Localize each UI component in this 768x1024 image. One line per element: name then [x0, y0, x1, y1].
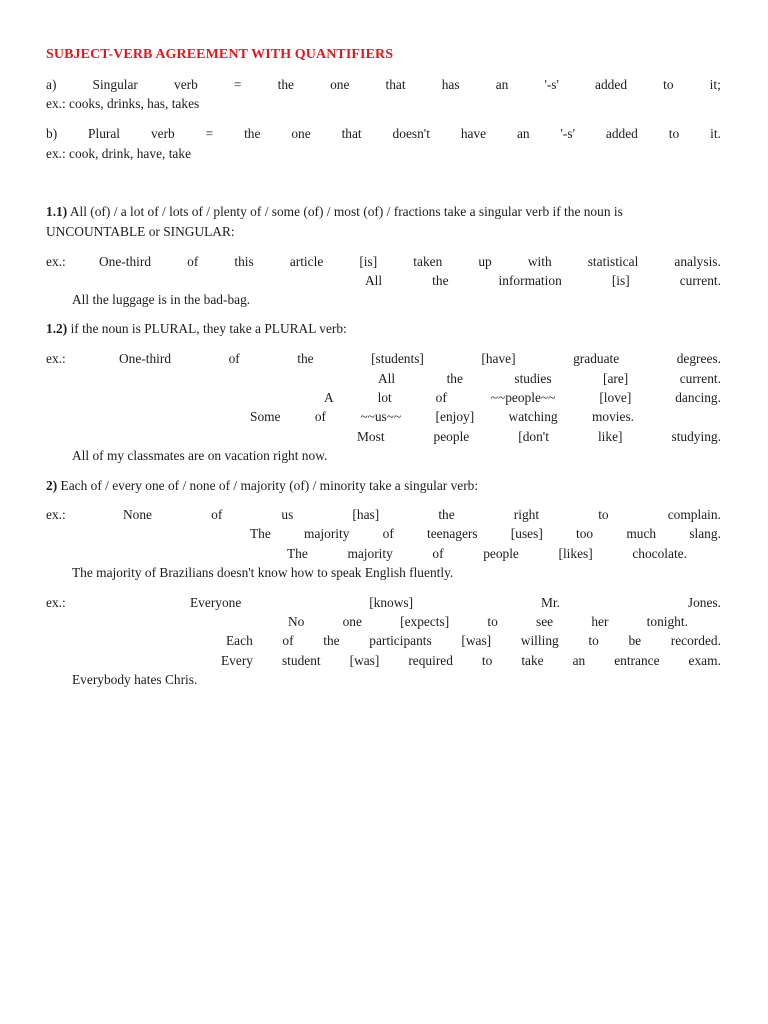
- word: movies.: [591, 409, 634, 424]
- example-label: ex.:: [46, 507, 66, 522]
- word: [has]: [352, 507, 380, 522]
- word: studying.: [671, 429, 721, 444]
- word: much: [626, 526, 657, 541]
- example-sentence: Everybody hates Chris.: [72, 672, 198, 687]
- word: Singular: [92, 77, 138, 92]
- example-sentence: [287, 546, 687, 562]
- word: the: [323, 633, 340, 648]
- word: added: [595, 77, 628, 92]
- word: people: [433, 429, 470, 444]
- word: of: [187, 254, 199, 269]
- word: Mr.: [540, 595, 560, 610]
- word: be: [628, 633, 642, 648]
- word: [was]: [461, 633, 492, 648]
- word: [enjoy]: [435, 409, 475, 424]
- word: information: [498, 273, 562, 288]
- example-label: ex.:: [46, 595, 66, 610]
- word: [expects]: [400, 614, 450, 629]
- word: with: [527, 254, 552, 269]
- word: [was]: [349, 653, 380, 668]
- example-sentence: [119, 351, 721, 367]
- word: to: [663, 77, 674, 92]
- word: slang.: [689, 526, 721, 541]
- word: degrees.: [676, 351, 721, 366]
- example-sentence: [99, 254, 721, 270]
- word: to: [598, 507, 609, 522]
- word: [uses]: [510, 526, 543, 541]
- word: tonight.: [646, 614, 688, 629]
- word: to: [487, 614, 498, 629]
- word: majority: [304, 526, 350, 541]
- rule-1-2-number: 1.2): [46, 321, 68, 336]
- word: =: [205, 126, 214, 141]
- word: see: [536, 614, 554, 629]
- word: of: [228, 351, 240, 366]
- word: it;: [709, 77, 721, 92]
- word: current.: [679, 273, 721, 288]
- word: one: [291, 126, 311, 141]
- word: the: [438, 507, 455, 522]
- word: the: [244, 126, 261, 141]
- word: right: [513, 507, 540, 522]
- word: [students]: [371, 351, 424, 366]
- word: take: [521, 653, 544, 668]
- word: Everyone: [190, 595, 242, 610]
- word: All: [365, 273, 383, 288]
- example-sentence: [324, 390, 721, 406]
- word: article: [289, 254, 324, 269]
- word: current.: [679, 371, 721, 386]
- rule-2: [46, 478, 478, 494]
- word: Plural: [88, 126, 121, 141]
- word: studies: [514, 371, 552, 386]
- word: ~~us~~: [360, 409, 402, 424]
- word: the: [297, 351, 314, 366]
- definition-b-line: [46, 126, 721, 142]
- word: people: [483, 546, 519, 561]
- word: analysis.: [674, 254, 721, 269]
- word: to: [588, 633, 599, 648]
- example-sentence: [250, 409, 634, 425]
- word: [love]: [599, 390, 632, 405]
- word: verb: [174, 77, 198, 92]
- definition-a-examples: ex.: cooks, drinks, has, takes: [46, 96, 200, 111]
- example-sentence: [250, 526, 721, 542]
- word: this: [234, 254, 254, 269]
- word: complain.: [667, 507, 721, 522]
- word: of: [435, 390, 447, 405]
- example-sentence: [357, 429, 721, 445]
- document-title: SUBJECT-VERB AGREEMENT WITH QUANTIFIERS: [46, 47, 394, 62]
- word: [don't: [518, 429, 549, 444]
- word: added: [605, 126, 638, 141]
- word: chocolate.: [632, 546, 687, 561]
- word: A: [324, 390, 334, 405]
- example-sentence: All of my classmates are on vacation right now.: [72, 448, 328, 463]
- rule-1-1-number: 1.1): [46, 204, 68, 219]
- word: student: [281, 653, 321, 668]
- word: dancing.: [675, 390, 721, 405]
- word: an: [572, 653, 586, 668]
- word: Each: [226, 633, 253, 648]
- word: '-s': [544, 77, 559, 92]
- word: one: [330, 77, 350, 92]
- example-label: ex.:: [46, 351, 66, 366]
- word: All: [378, 371, 396, 386]
- word: that: [385, 77, 406, 92]
- word: Most: [357, 429, 385, 444]
- example-sentence: [190, 595, 721, 611]
- word: None: [123, 507, 153, 522]
- example-sentence: [221, 653, 721, 669]
- word: too: [576, 526, 594, 541]
- example-sentence: [123, 507, 721, 523]
- rule-2-text: Each of / every one of / none of / majority (of) / minority take a singular verb:: [60, 478, 479, 493]
- word: an: [495, 77, 509, 92]
- example-sentence: [378, 371, 721, 387]
- word: teenagers: [427, 526, 478, 541]
- word: One-third: [99, 254, 152, 269]
- word: of: [282, 633, 294, 648]
- word: exam.: [688, 653, 721, 668]
- word: it.: [710, 126, 721, 141]
- word: to: [481, 653, 493, 668]
- word: participants: [369, 633, 432, 648]
- example-label: ex.:: [46, 254, 66, 269]
- word: The: [250, 526, 271, 541]
- word: verb: [150, 126, 175, 141]
- example-sentence: [365, 273, 721, 289]
- word: willing: [520, 633, 559, 648]
- definition-b-examples: ex.: cook, drink, have, take: [46, 146, 192, 161]
- example-sentence: The majority of Brazilians doesn't know how to speak English fluently.: [72, 565, 454, 580]
- rule-1-1: [46, 204, 623, 220]
- rule-1-1-text-continued: UNCOUNTABLE or SINGULAR:: [46, 224, 235, 239]
- word: graduate: [573, 351, 620, 366]
- word: of: [432, 546, 444, 561]
- word: Jones.: [687, 595, 721, 610]
- word: The: [287, 546, 308, 561]
- word: an: [516, 126, 530, 141]
- word: like]: [597, 429, 623, 444]
- word: up: [478, 254, 492, 269]
- example-sentence: [288, 614, 688, 630]
- word: [is]: [359, 254, 378, 269]
- word: a): [46, 77, 57, 92]
- word: the: [432, 273, 449, 288]
- word: have: [460, 126, 487, 141]
- rule-1-1-text: All (of) / a lot of / lots of / plenty of / some (of) / most (of) / fractions take a singular verb if the noun is: [69, 204, 623, 219]
- word: required: [408, 653, 453, 668]
- word: the: [277, 77, 294, 92]
- word: taken: [413, 254, 443, 269]
- word: '-s': [560, 126, 576, 141]
- word: one: [342, 614, 362, 629]
- word: lot: [377, 390, 392, 405]
- word: recorded.: [670, 633, 721, 648]
- word: of: [314, 409, 326, 424]
- word: doesn't: [392, 126, 430, 141]
- word: b): [46, 126, 58, 141]
- word: to: [668, 126, 680, 141]
- word: One-third: [119, 351, 172, 366]
- word: [have]: [481, 351, 516, 366]
- word: =: [233, 77, 242, 92]
- word: entrance: [614, 653, 660, 668]
- rule-1-2-text: if the noun is PLURAL, they take a PLURAL verb:: [70, 321, 347, 336]
- definition-a-line: [46, 77, 721, 93]
- example-sentence: [226, 633, 721, 649]
- rule-1-2: [46, 321, 347, 337]
- word: No: [288, 614, 305, 629]
- word: Every: [221, 653, 253, 668]
- word: her: [591, 614, 609, 629]
- word: majority: [347, 546, 393, 561]
- word: watching: [508, 409, 558, 424]
- rule-2-number: 2): [46, 478, 58, 493]
- word: of: [211, 507, 223, 522]
- example-sentence: All the luggage is in the bad-bag.: [72, 292, 251, 307]
- word: of: [382, 526, 394, 541]
- word: Some: [250, 409, 281, 424]
- word: [likes]: [558, 546, 593, 561]
- word: [are]: [603, 371, 629, 386]
- word: ~~people~~: [490, 390, 556, 405]
- word: [knows]: [369, 595, 414, 610]
- word: [is]: [611, 273, 630, 288]
- word: that: [341, 126, 362, 141]
- word: statistical: [587, 254, 639, 269]
- word: the: [446, 371, 463, 386]
- word: us: [281, 507, 294, 522]
- word: has: [441, 77, 460, 92]
